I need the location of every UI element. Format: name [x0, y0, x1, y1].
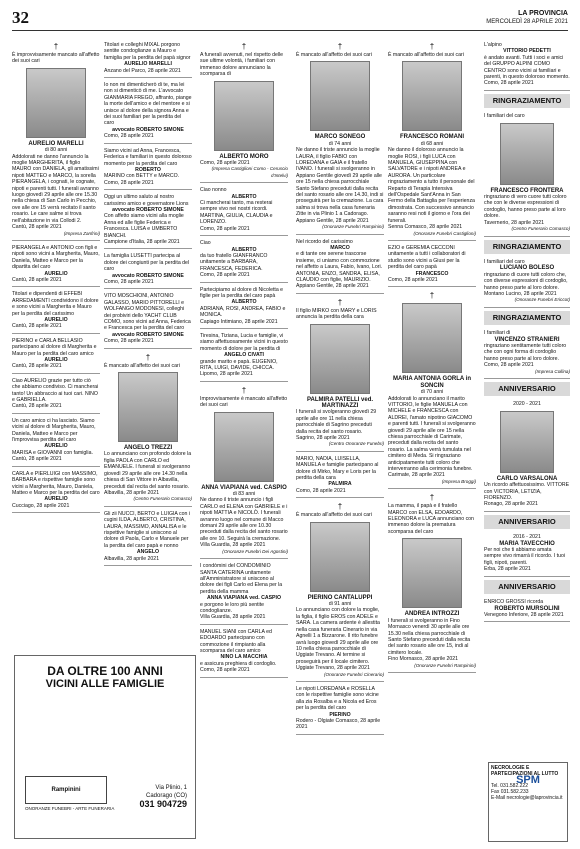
notice-place-date: Cantù, 28 aprile 2021: [12, 323, 62, 330]
funeral-agency: (Centro Funerario Comasco): [133, 496, 192, 502]
notice-name: ALBERTO: [231, 193, 257, 200]
notice-place-date: Como, 28 aprile 2021: [296, 487, 346, 494]
notice-text: Titolari e dipendenti di EFFEBI ARREDAMENTI condividono il dolore e sono vicini a Margherita e Mauro per la perdita del carissimo: [12, 291, 99, 317]
notice-place-date: Cantù, 28 aprile 2021: [12, 363, 62, 370]
notice-signers: Con affetto siamo vicini alla moglie Anna ed alle figlie Federica e Francesca. LUISA e UMBERTO BIANCHI.: [104, 213, 184, 239]
notice-text: Tiresina, Tiziana, Lucia e famiglie, vi siamo affettuosamente vicini in questo momento di dolore per la perdita di: [200, 332, 288, 352]
spm-title: NECROLOGIE E PARTECIPAZIONI AL LUTTO: [491, 765, 559, 777]
notice-body: Ne danno il triste annuncio la moglie LAURA, il figlio FABIO con LOREDANA e GAIA e il fratello IVANO. I funerali si svolgeranno in Appiano Gentile giovedì 29 aprile alle ore 15 nella chiesa parrocchiale Santo Stefano preceduti dalla recita del santo rosario alle ore 14.30, indi si proseguirà per la cremazione. La cara salma si trova nella casa funeraria Zitte in via Plinio 1 a Cadorago.: [296, 147, 384, 218]
notice-signers: e assicura preghiera di cordoglio.: [200, 660, 277, 667]
condolence-notice: [12, 416, 100, 467]
notice-text: Io non mi dimenticherò di te, ma lei non si dimenticò di me. L'avvocato GIANMARIA FREGO, affranto, piange la morte dell'amico e del mentore e si unisce al dolore della signora Anna e dei suoi familiari per la perdita del caro: [104, 82, 192, 127]
notice-text: MARIO, NADIA, LUISELLA, MANUELA e famiglie partecipano al dolore di Mirko, Mary e Loris per la perdita della cara: [296, 455, 379, 482]
notice-place-date: Como, 28 aprile 2021: [200, 667, 250, 674]
notice-name: ANGELO: [136, 549, 160, 556]
notice-body: Lo annunciano con dolore la moglie, la figlia, il figlio EROS con ADELE e SARA. La camera ardente è allestita nella casa funeraria Cinerario in via Agnelli 1 a Bizzarone. Il rito funebre avrà luogo giovedì 29 aprile alle ore 10 nella chiesa parrocchiale di Uggiate Trevano. Al termine si proseguirà per il locale cimitero.: [296, 607, 380, 665]
notice-signers: è andato avanti. Tutti i soci e amici del GRUPPO ALPINI COMO CENTRO sono vicini ai familiari e parenti, in questo doloroso momento.: [484, 54, 570, 81]
notice-name: avvocato ROBERTO SIMONE: [112, 206, 184, 213]
notice-name: VITTORIO PEDETTI: [503, 48, 551, 55]
deceased-name: ALBERTO MORO: [219, 153, 269, 160]
notice-place-date: Como, 28 aprile 2021: [104, 133, 154, 140]
publication-name: LA PROVINCIA MERCOLEDÌ 28 APRILE 2021: [486, 10, 568, 25]
notice-text: Ciao: [200, 240, 211, 247]
portrait-photo: [402, 61, 462, 131]
notice-place-date: Villa Guardia, 28 aprile 2021: [200, 542, 266, 549]
notice-place-date: Carimate, 28 aprile 2021: [388, 472, 445, 479]
notice-place-date: Sagrino, 28 aprile 2021: [296, 435, 350, 441]
notice-text: Gli zii NUCCI, BERTO e LUIGIA con i cugini ILDA, ALBERTO, CRISTINA, LAURA, MASSIMO, ANNALISA e le rispettive famiglie si uniscono al dolore di Paola, Carlo e Manuele per la perdita del caro papà e nonno: [104, 510, 191, 549]
ad-headline: DA OLTRE 100 ANNI: [47, 664, 163, 678]
condolence-notice: [200, 627, 288, 678]
condolence-notice: [296, 237, 384, 294]
death-notice: [296, 500, 384, 682]
portrait-photo: [402, 303, 462, 373]
notice-signers: MARISA e GIOVANNI con famiglia.: [12, 449, 93, 456]
portrait-photo: [310, 324, 370, 394]
death-notice: [388, 40, 476, 241]
notice-name: AURELIO: [44, 270, 68, 277]
cross-icon: †: [241, 42, 247, 51]
notice-place-date: Villa Guardia, 28 aprile 2021: [200, 614, 266, 621]
notice-body: I funerali si svolgeranno giovedì 29 aprile alle ore 11 nella chiesa parrocchiale di Sagrino preceduti dalla recita del santo rosario.: [296, 409, 377, 435]
cross-icon: †: [337, 297, 343, 307]
condolence-notice: [388, 243, 476, 287]
funeral-agency: (Impresa Zanfrini): [63, 230, 100, 236]
notice-place-date: Lipomo, 28 aprile 2021: [200, 371, 253, 378]
funeral-agency: (Onoranze Funebri Dei Agostini): [222, 548, 288, 554]
portrait-photo: [500, 123, 554, 185]
notice-place-date: Como, 28 aprile 2021: [104, 279, 154, 285]
column-1: [12, 40, 100, 515]
notice-place-date: Fino Mornasco, 28 aprile 2021: [388, 656, 459, 663]
deceased-age: di 68 anni: [420, 140, 444, 147]
thanks-notice: I familiari di VINCENZO STRANIERI ringraziano sentitamente tutti coloro che con ogni forma di cordoglio hanno preso parte al loro dolore. Como, 28 aprile 2021 (Impresa Collina): [484, 328, 570, 379]
notice-name: MARCO: [330, 244, 350, 251]
ad-address: Via Plinio, 1 Cadorago (CO) 031 904729: [139, 785, 187, 809]
ad-subheadline: VICINI ALLE FAMIGLIE: [45, 678, 165, 690]
notice-text: Oggi un ultimo saluto al nostro carissimo amico e governatore Lions: [104, 194, 189, 207]
condolence-notice: [104, 251, 192, 289]
ad-subtitle: ONORANZE FUNEBRI - ARTE FUNERARIA: [25, 806, 115, 811]
notice-name: AURELIO: [44, 443, 68, 450]
notice-text: Un caro amico ci ha lasciato. Siamo vicini al dolore di Margherita, Mauro, Daniela, Matteo e Marco per l'improvvisa perdita del caro: [12, 417, 96, 444]
notice-text: L'alpino: [484, 42, 502, 48]
notice-place-date: Albavilla, 28 aprile 2021: [104, 489, 160, 496]
death-notice: [296, 40, 384, 235]
condolence-notice: [12, 336, 100, 374]
notice-text: PIERANGELA e ANTONIO con figli e nipoti sono vicini a Margherita, Mauro, Daniela, Matteo e Marco per la dipartita del caro: [12, 244, 100, 271]
section-ringraziamento: RINGRAZIAMENTO: [484, 240, 570, 254]
condolence-notice: [104, 509, 192, 566]
page-number: 32: [12, 8, 29, 27]
deceased-name: MARIA ANTONIA GORLA in SONCIN: [393, 376, 471, 389]
notice-place-date: Como, 28 aprile 2021: [484, 80, 534, 87]
notice-place-date: Cantù, 28 aprile 2021: [12, 403, 62, 410]
publication-date: MERCOLEDÌ 28 APRILE 2021: [486, 19, 568, 25]
portrait-photo: [214, 81, 274, 151]
funeral-agency: (Onoranze Funebri Rampinini): [414, 662, 476, 668]
condolence-notice: [12, 289, 100, 333]
notice-text: Partecipiamo al dolore di Nicoletta e figlie per la perdita del caro papà: [200, 286, 284, 299]
thanks-notice: I familiari del caro LUCIANO BOLESO ringraziano di cuore tutti coloro che, con diverse espressioni di cordoglio, hanno preso parte al loro dolore. Montano Lucino, 28 aprile 2021 (Onoranze Funebri Ericcot): [484, 257, 570, 308]
condolence-notice: [200, 238, 288, 282]
notice-place-date: Cantù, 28 aprile 2021: [12, 224, 62, 231]
portrait-photo: [402, 538, 462, 608]
deceased-name: ANGELO TREZZI: [123, 445, 173, 452]
death-notice: [296, 296, 384, 452]
condolence-notice: [104, 146, 192, 190]
notice-name: AURELIO: [44, 496, 68, 503]
condolence-notice: [200, 561, 288, 625]
notice-name: PIERINO: [329, 711, 351, 718]
notice-place-date: Rodero - Olgiate Comasco, 28 aprile 2021: [296, 717, 381, 731]
notice-signers: grande marito e papà. EUGENIO, RITA, LUIGI, DAVIDE, CHICCA.: [200, 358, 278, 371]
condolence-notice: [104, 80, 192, 144]
death-notice: [388, 289, 476, 489]
deceased-age: di 70 anni: [420, 389, 444, 396]
notice-place-date: Como, 28 aprile 2021: [200, 160, 250, 167]
notice-name: ANGELO CIVATI: [224, 352, 264, 359]
notice-name: AURELIO MARELLI: [124, 61, 172, 68]
notice-place-date: Como, 28 aprile 2021: [104, 179, 154, 186]
condolence-notice: [484, 40, 570, 91]
section-ringraziamento: RINGRAZIAMENTO: [484, 311, 570, 325]
spm-contact-box: NECROLOGIE E PARTECIPAZIONI AL LUTTO SPM Tel. 031.582.222 Fax 031.582.233 E-Mail necrologie@laprovincia.it: [488, 762, 568, 842]
deceased-name: AURELIO MARELLI: [28, 140, 84, 147]
funeral-home-advertisement: [14, 655, 196, 839]
notice-text: È mancato all'affetto dei suoi cari: [296, 512, 372, 519]
section-anniversario: ANNIVERSARIO: [484, 382, 570, 396]
portrait-photo: [500, 411, 554, 473]
anniversary-notice: 2020 - 2021 CARLO VARSALONA Un ricordo affettuosissimo. VITTORE con VICTORIA, LETIZIA, FIORENZO. Ronago, 28 aprile 2021: [484, 399, 570, 511]
deceased-name: FRANCESCO ROMANI: [400, 134, 464, 141]
condolence-notice: [296, 684, 384, 735]
notice-place-date: Como, 28 aprile 2021: [200, 225, 250, 232]
rampinini-logo: Rampinini: [25, 776, 107, 804]
deceased-name: ANDREA INTROZZI: [404, 611, 460, 618]
cross-icon: †: [241, 385, 247, 395]
notice-place-date: Como, 28 aprile 2021: [200, 272, 250, 279]
condolence-notice: [200, 331, 288, 382]
notice-text: Il figlio MIRKO con MARY e LORIS annuncia la perdita della cara: [296, 307, 377, 321]
deceased-name: PIERINO CANTALUPPI: [307, 594, 373, 601]
condolence-notice: [200, 285, 288, 329]
notice-text: Siamo vicini ad Anna, Francesca, Federica e familiari in questo doloroso momento per la perdita del caro: [104, 147, 192, 167]
page-header: [12, 8, 568, 31]
notice-body: Addolorati ne danno l'annuncio la moglie MARGHERITA, il figlio MAURO con DANIELA, gli amatissimi nipoti MATTEO e MARCO, la sorella PIERANGELA, i cognati, le cognate, nipoti e parenti tutti. I funerali avranno luogo giovedì 29 aprile alle ore 15.30 nella chiesa di San Carlo in Pecchio, ove alle ore 15 verrà recitato il santo rosario. Le care salme si trova nell'abitazione in via Collodi 2.: [12, 153, 99, 224]
anniversary-notice: 2016 - 2021 MARIA TAVECCHIO Per noi che ti abbiamo amata sempre vivo rimarrà il ricordo. I tuoi figli, nipoti, parenti. Erba, 28 aprile 2021: [484, 532, 570, 576]
notice-name: FRANCESCO: [415, 270, 449, 277]
column-4: [296, 40, 384, 737]
funeral-agency: (Onoranze Funebri Cinerario): [324, 671, 384, 677]
column-5: [388, 40, 476, 675]
section-anniversario: ANNIVERSARIO: [484, 580, 570, 594]
deceased-age: di 74 anni: [328, 140, 352, 147]
notice-name: NINO LA MACCHIA: [220, 654, 268, 661]
notice-body: I funerali si svolgeranno in Fino Mornasco venerdì 30 aprile alle ore 15.30 nella chiesa parrocchiale di Santo Stefano preceduti dalla recita del santo rosario alle ore 15, indi al cimitero locale.: [388, 617, 471, 656]
notice-name: avvocato ROBERTO SIMONE: [112, 272, 184, 279]
cross-icon: †: [429, 493, 435, 503]
cross-icon: †: [337, 42, 343, 51]
notice-body: Ne danno il doloroso annuncio la moglie ROSI, i figli LUCA con MANUELA, GIUSEPPINA con SALVATORE e i nipoti ANDREA e AURORA. Un particolare ringraziamento a tutto il personale del Reparto di Terapia Intensiva dell'Ospedale Sant'Anna in San Fermo della Battaglia per l'esperienza dimostrata. Con successivo annuncio saranno resi noti il giorno e l'ora dei funerali.: [388, 147, 475, 224]
condolence-notice: [104, 291, 192, 348]
cross-icon: †: [429, 291, 435, 301]
notice-text: PIERINO e CARLA BELLASIO partecipano al dolore di Margherita e Mauro per la perdita del caro amico: [12, 337, 97, 357]
notice-name: ANNA VIAPIANA ved. CASPIO: [207, 595, 281, 602]
condolence-notice: [12, 376, 100, 414]
deceased-age: di 80 anni: [44, 147, 68, 154]
notice-place-date: Uggiate Trevano, 28 aprile 2021: [296, 665, 370, 672]
notice-text: Improvvisamente è mancato all'affetto dei suoi cari: [200, 395, 288, 409]
cross-icon: †: [429, 42, 435, 51]
notice-signers: MARINO con BETTY e MARCO.: [104, 173, 180, 180]
portrait-photo: [214, 412, 274, 482]
notice-text: È mancato all'affetto dei suoi cari: [104, 362, 180, 369]
section-ringraziamento: RINGRAZIAMENTO: [484, 94, 570, 108]
deceased-name: PALMIRA PATELLI ved. MARTINAZZI: [306, 396, 374, 409]
notice-signers: ADRIANA, ROSI, ANDREA, FABIO e MONICA.: [200, 305, 286, 319]
notice-place-date: Albavilla, 28 aprile 2021: [104, 555, 160, 562]
notice-signers: Ci mancherai tanto, ma resterai sempre vivo nei nostri ricordi. MARTINA, GIULIA, CLAUDIA e LORENZO.: [200, 200, 273, 226]
condolence-notice: [200, 185, 288, 236]
notice-signers: e di tante ore serene trascorse insieme, ci uniamo con commozione nel affetto a Laura, Fabio, Ivano, Lori. ANTONIA, ENZO, SANDRA, ELISA, CLAUDIO con figlie, MAURIZIO.: [296, 251, 383, 283]
funeral-agency: (Onoranze Funebri Castiglioni): [413, 230, 476, 236]
ad-phone: 031 904729: [139, 799, 187, 809]
portrait-photo: [26, 68, 86, 138]
funeral-agency: (Centro Onoranze Funebri): [328, 441, 384, 447]
notice-name: avvocato ROBERTO SIMONE: [112, 126, 184, 133]
notice-body: Lo annunciano con profondo dolore la figlia PAOLA con CARLO ed EMANUELE. I funerali si svolgeranno giovedì 29 aprile alle ore 14.30 nella chiesa di San Vittore in Albavilla, preceduti dal recita del santo rosario.: [104, 451, 192, 490]
notice-place-date: Cucciago, 28 aprile 2021: [12, 502, 70, 509]
notice-text: È improvvisamente mancato all'affetto dei suoi cari: [12, 52, 100, 65]
funeral-agency: (Impresa Castiglioni Como - Ceruscio d'Intelvi): [211, 166, 288, 178]
portrait-photo: [310, 61, 370, 131]
notice-place-date: Anzano del Parco, 28 aprile 2021: [104, 67, 181, 74]
notice-text: EZIO e GEREMIA CECCONI unitamente a tutti i collaboratori di studio sono vicini a Giusi per la perdita del caro papà: [388, 244, 466, 271]
notice-place-date: Appiano Gentile, 28 aprile 2021: [296, 217, 369, 224]
column-2: [104, 40, 192, 568]
notice-text: MANUEL SIANI con CARLA ed EDOARDO partecipano con commozione il rimpianto alla scomparsa del caro amico: [200, 628, 272, 654]
deceased-age: di 91 anni: [328, 601, 352, 608]
notice-text: CARLA e PIERLUIGI con MASSIMO, BARBARA e rispettive famiglie sono vicini a Margherita, Mauro, Daniela, Matteo e Marco per la perdita del caro: [12, 470, 100, 496]
column-6: [484, 40, 570, 624]
deceased-age: di 83 anni: [232, 491, 256, 498]
funeral-agency: (Onoranze Funebri Rampinini): [322, 224, 384, 230]
death-notice: [200, 40, 288, 183]
cross-icon: †: [53, 42, 59, 51]
notice-text: La mamma, il papà e il fratello MARCO con ELSA, EDOARDO, ELEONORA e LUCA annunciano con immenso dolore la prematura scomparsa del caro: [388, 503, 474, 535]
cross-icon: †: [145, 352, 151, 362]
notice-text: Ciao AURELIO grazie per tutto ciò che abbiamo condiviso. Ci mancherai tanto! Un abbraccio ai tuoi cari. NINO e GABRIELLA.: [12, 377, 99, 404]
spm-logo: SPM: [516, 774, 540, 786]
notice-signers: da tuo fratello GIANFRANCO unitamente a BARBARA, FRANCESCA, FEDERICA.: [200, 252, 268, 272]
death-notice: [104, 351, 192, 507]
notice-place-date: Como, 28 aprile 2021: [388, 276, 438, 283]
death-notice: [200, 384, 288, 559]
death-notice: [12, 40, 100, 241]
notice-text: A funerali avvenuti, nel rispetto delle sue ultime volontà, i familiari con immenso dolore annunciano la scomparsa di: [200, 52, 284, 78]
notice-place-date: Cantù, 28 aprile 2021: [12, 276, 62, 283]
notice-place-date: Cantù, 28 aprile 2021: [12, 456, 62, 463]
notice-text: Nel ricordo del carissimo: [296, 238, 353, 245]
notice-text: I condòmini del CONDOMINIO SANTA CATERINA unitamente all'Amministratore si uniscono al dolore dei figli Carlo ed Elena per la perdita della mamma: [200, 563, 283, 595]
condolence-notice: [12, 243, 100, 287]
notice-body: Ne danno il triste annuncio i figli CARLO ed ELENA con GABRIELE e i nipoti MATTIA e NICOLÒ. I funerali avranno luogo nel comune di Macco domani 29 aprile alle ore 10.30 preceduti dalla recita del santo rosario alle ore 10. Seguirà la cremazione.: [200, 497, 288, 542]
notice-place-date: Campione d'Italia, 28 aprile 2021: [104, 238, 180, 245]
notice-place-date: Capiago Intimiano, 28 aprile 2021: [200, 318, 278, 325]
notice-place-date: Como, 28 aprile 2021: [104, 338, 154, 345]
death-notice: [388, 491, 476, 673]
notice-body: Addolorati lo annunciano il marito VITTORIO, le figlie MANUELA con MICHELE e FRANCESCA con ALDREI, l'amato nipotino GIACOMO e parenti tutti. I funerali si svolgeranno giovedì 29 aprile alle ore 15 nella chiesa parrocchiale di Carimate, preceduti dalla recita del santo rosario. La salma verrà tumulata nel cimitero di Meda. Si ringraziano anticipatamente tutti coloro che interverranno alla cerimonia funebre.: [388, 395, 476, 473]
notice-text: È mancato all'affetto dei suoi cari: [388, 52, 464, 58]
thanks-notice: I familiari del caro FRANCESCO FRONTERA ringraziano di vero cuore tutti coloro che con le diverse espressioni di cordoglio, hanno preso parte al loro dolore. Tavernerio, 28 aprile 2021 (Centro Funerario Comasco): [484, 111, 570, 236]
notice-text: Ciao nonno: [200, 187, 227, 194]
notice-name: ROBERTO: [135, 166, 161, 173]
notice-name: avvocato ROBERTO SIMONE: [112, 331, 184, 338]
condolence-notice: [12, 469, 100, 513]
notice-name: AURELIO: [44, 357, 68, 363]
notice-place-date: Senna Comasco, 28 aprile 2021: [388, 224, 463, 231]
section-anniversario: ANNIVERSARIO: [484, 515, 570, 529]
notice-text: Titolari e colleghi MIXAL porgono sentite condoglianze a Mauro e famiglia per la perdita del papà signor: [104, 42, 191, 61]
cross-icon: †: [337, 502, 343, 512]
condolence-notice: [104, 192, 192, 249]
notice-name: PALMIRA: [328, 481, 352, 488]
notice-text: VITO MOSCHIONI, ANTONIO GALASSO, MARIO PITTORELLI e WOLFANGO MODONESI, colleghi dei probiviri dello YACHT CLUB COMO, sono vicini ad Anna, Federica e Francesca per la perdita del caro: [104, 293, 191, 332]
portrait-photo: [118, 372, 178, 442]
notice-signers: e porgono le loro più sentite condoglianze.: [200, 601, 265, 614]
deceased-name: MARCO SONEGO: [314, 134, 366, 141]
column-3: [200, 40, 288, 680]
condolence-notice: [296, 454, 384, 498]
notice-name: ALBERTO: [231, 299, 257, 306]
deceased-name: ANNA VIAPIANA ved. CASPIO: [201, 484, 287, 491]
notice-text: Le nipoti LOREDANA e ROSELLA con le rispettive famiglie sono vicine alla zia Rosalba e a Nicola ed Eros per la perdita del caro: [296, 685, 379, 712]
condolence-notice: [104, 40, 192, 78]
notice-place-date: Appiano Gentile, 28 aprile 2021: [296, 283, 369, 290]
notice-text: La famiglia LUSETTI partecipa al dolore dei congiunti per la perdita del caro: [104, 253, 190, 273]
notice-name: AURELIO: [44, 316, 68, 323]
anniversary-notice: ENRICO GROSSI ricorda ROBERTO MURSOLINI Venegono Inferiore, 28 aprile 2021: [484, 597, 570, 622]
notice-text: È mancato all'affetto dei suoi cari: [296, 52, 372, 58]
portrait-photo: [310, 522, 370, 592]
notice-name: ALBERTO: [231, 246, 257, 253]
funeral-agency: (Impresa Broggi): [441, 478, 476, 484]
